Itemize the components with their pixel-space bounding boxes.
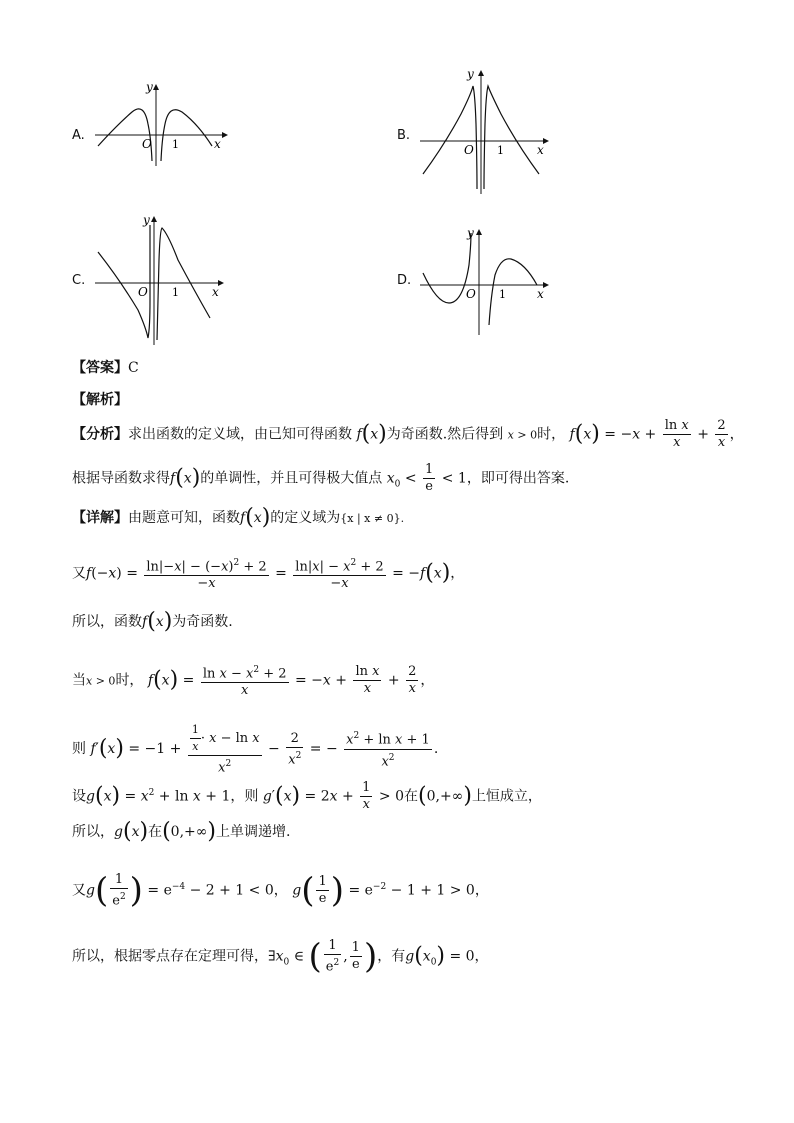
option-a-graph xyxy=(90,76,230,166)
line-text: ，有 xyxy=(377,948,406,965)
xiangjie-line: 【详解】由题意可知，函数f(x)的定义域为{x | x ≠ 0}. xyxy=(72,505,405,530)
analysis-tag: 【解析】 xyxy=(72,392,128,408)
fenxi-line-2: 根据导函数求得f(x)的单调性，并且可得极大值点 $x_0$ < $\frac{1}{e}$ < 1，即可得出答案. xyxy=(72,462,570,494)
line-text: 所以，根据零点存在定理可得， xyxy=(72,948,268,965)
line-text: ，则 xyxy=(230,788,259,805)
line-text: 又 xyxy=(72,565,86,582)
line-text: 所以， xyxy=(72,824,114,840)
answer-value: C xyxy=(128,360,139,376)
xiangjie-text: 的定义域为 xyxy=(270,510,341,526)
option-d-graph xyxy=(415,225,555,335)
option-b-label: B. xyxy=(397,128,411,143)
tick-one-label: 1 xyxy=(172,138,179,151)
axis-y-label: y xyxy=(467,67,474,81)
answer-tag: 【答案】 xyxy=(72,360,128,376)
line-text: 上单调递增. xyxy=(216,824,291,840)
analysis-line xyxy=(72,390,128,410)
fenxi-text: 为奇函数.然后得到 xyxy=(386,426,504,443)
axis-x-label: x xyxy=(214,137,221,151)
monotonic-line: 所以，g(x)在(0,+∞)上单调递增. xyxy=(72,819,291,844)
fenxi-text: 的单调性，并且可得极大值点 xyxy=(200,470,383,487)
fenxi-tag: 【分析】 xyxy=(72,426,128,443)
positive-x-expression: 当x > 0时， f(x) = $\frac{\ln x - x^2 + 2}{x}$ = −x + $\frac{\text{ln x}}{x}$ + $\frac{2}{x}$ ， xyxy=(72,662,434,699)
answer-line xyxy=(72,358,139,378)
option-a-label: A. xyxy=(72,128,85,143)
axis-y-label: y xyxy=(143,213,150,227)
line-text: 所以，函数 xyxy=(72,614,142,630)
line-text: 在 xyxy=(404,788,418,805)
xiangjie-tag: 【详解】 xyxy=(72,510,128,526)
line-text: 为奇函数. xyxy=(172,614,233,630)
option-c-label: C. xyxy=(72,273,86,288)
fenxi-text: ，即可得出答案. xyxy=(466,470,570,487)
line-text: 则 xyxy=(72,741,86,758)
fenxi-text: 求出函数的定义域，由已知可得函数 xyxy=(128,426,352,443)
origin-label: O xyxy=(464,143,474,157)
xiangjie-text: 由题意可知，函数 xyxy=(128,510,240,526)
fenxi-line-1: 【分析】求出函数的定义域，由已知可得函数 f(x)为奇函数.然后得到 x > 0时， f(x) = −x + $\frac{\text{ln x}}{x}$ + $\frac{2}{x}$ ， xyxy=(72,418,744,450)
option-c-graph xyxy=(90,210,230,345)
axis-x-label: x xyxy=(537,143,544,157)
g-values-line: 又g( $\frac{1}{e^2}$ ) = $e^{-4} - 2 + 1 < 0$， g( $\frac{1}{e}$ ) = $e^{-2} - 1 + 1 > 0$， xyxy=(72,870,489,911)
domain-set: {x | x ≠ 0}. xyxy=(340,512,405,525)
option-b-graph xyxy=(415,64,555,194)
derivative-line: 则 f′(x) = −1 + $\frac{1}{x}$ · x − ln x $x^2$ − $\frac{2}{x^2}$ = − $\frac{x^2 + \ln x + 1}{x^2}$ . xyxy=(72,723,439,776)
line-text: 时， xyxy=(115,672,144,689)
line-text: 又 xyxy=(72,882,86,899)
axis-y-label: y xyxy=(467,226,474,240)
line-text: 当 xyxy=(72,672,86,689)
fenxi-text: 时， xyxy=(537,426,566,443)
zero-point-line: 所以，根据零点存在定理可得，$\exists x_0$ ∈ ( $\frac{1}{e^2}$ , $\frac{1}{e}$ )，有$g(x_0) = 0$， xyxy=(72,936,489,977)
odd-conclusion: 所以，函数f(x)为奇函数. xyxy=(72,609,233,634)
origin-label: O xyxy=(466,287,476,301)
tick-one-label: 1 xyxy=(499,288,506,301)
option-d-label: D. xyxy=(397,273,412,288)
axis-x-label: x xyxy=(212,285,219,299)
tick-one-label: 1 xyxy=(497,144,504,157)
fenxi-text: 根据导函数求得 xyxy=(72,470,170,487)
line-text: 上恒成立， xyxy=(471,788,542,805)
line-text: 设 xyxy=(72,788,86,805)
odd-function-proof: 又f(−x) = $\frac{\ln|-x| - (-x)^2 + 2}{-x}$ = $\frac{\ln|x| - x^2 + 2}{-x}$ = −f(x)， xyxy=(72,555,464,592)
axis-x-label: x xyxy=(537,287,544,301)
tick-one-label: 1 xyxy=(172,286,179,299)
origin-label: O xyxy=(142,137,152,151)
g-definition-line: 设$g(x) = x^2 + \ln x + 1$，则 g′(x) = 2x + $\frac{1}{x}$ > 0在(0,+∞)上恒成立， xyxy=(72,780,542,812)
axis-y-label: y xyxy=(146,80,153,94)
origin-label: O xyxy=(138,285,148,299)
line-text: 在 xyxy=(148,824,163,840)
